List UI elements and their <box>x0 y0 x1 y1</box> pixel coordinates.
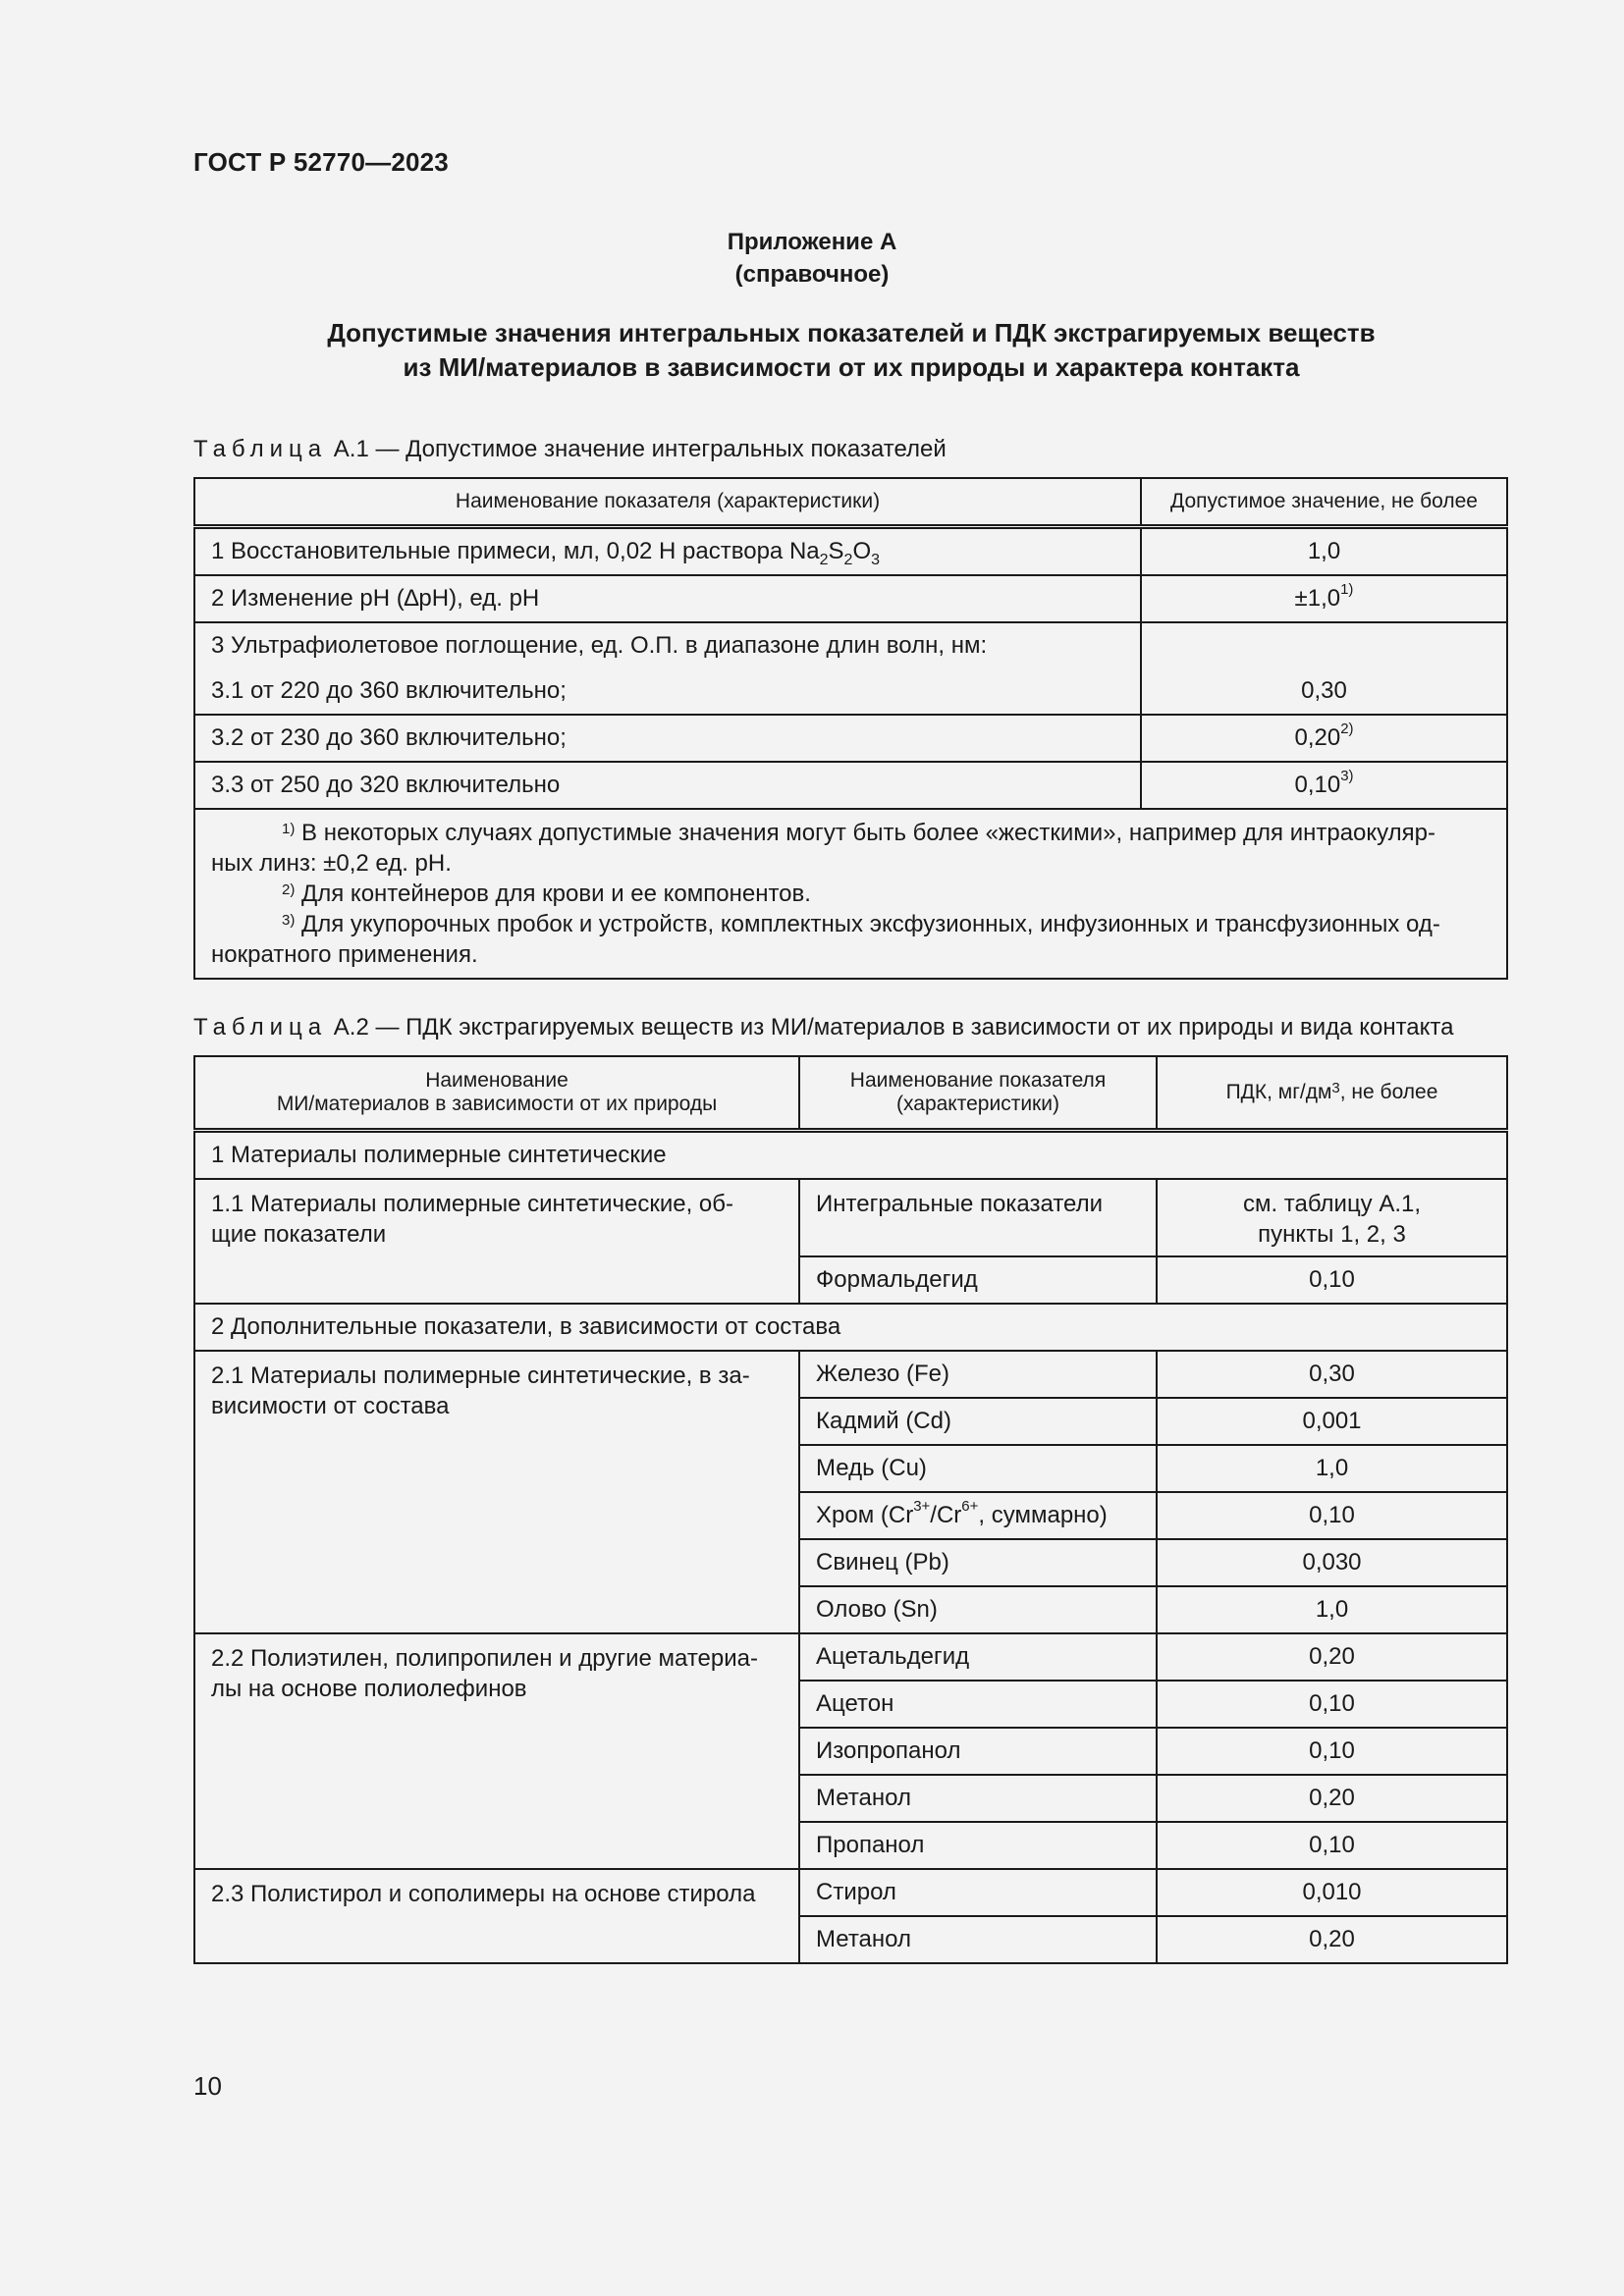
annex-status: (справочное) <box>734 261 890 288</box>
table2-caption-word: Таблица <box>193 1014 328 1041</box>
table2-indicator: Железо (Fe) <box>799 1351 1157 1398</box>
table1-caption-word: Таблица <box>193 436 328 462</box>
table1-row33-value: 0,10$^{3)}$ <box>1141 762 1507 809</box>
table2-value: 0,10 <box>1157 1256 1507 1304</box>
table2-value: 1,0 <box>1157 1586 1507 1633</box>
table1-caption-text: А.1 — Допустимое значение интегральных показателей <box>327 436 947 462</box>
table2-section2: 2 Дополнительные показатели, в зависимости от состава <box>194 1304 1507 1351</box>
table-row <box>194 762 1507 809</box>
table1-row1-label: 1 Восстановительные примеси, мл, 0,02 Н раствора $Na_2S_2O_3$ <box>194 527 1141 576</box>
table2-indicator: Ацетальдегид <box>799 1633 1157 1681</box>
table2-value: 0,30 <box>1157 1351 1507 1398</box>
table2-indicator: Интегральные показатели <box>799 1179 1157 1256</box>
table1-row1-value: 1,0 <box>1141 527 1507 576</box>
table2-header-value: ПДК, $мг/дм^3$, не более <box>1157 1056 1507 1131</box>
table2-value: 0,20 <box>1157 1916 1507 1963</box>
table2-header-material: Наименование МИ/материалов в зависимости от их природы <box>194 1056 799 1131</box>
table-extractable-substances <box>193 1055 1508 1964</box>
table2-value: 0,010 <box>1157 1869 1507 1916</box>
table1-row32-label: 3.2 от 230 до 360 включительно; <box>194 715 1141 762</box>
table1-row31-value: 0,30 <box>1141 668 1507 715</box>
table-row <box>194 1869 1507 1916</box>
table-row <box>194 1304 1507 1351</box>
table1-row31-label: 3.1 от 220 до 360 включительно; <box>194 668 1141 715</box>
table2-value: см. таблицу А.1, пункты 1, 2, 3 <box>1157 1179 1507 1256</box>
table2-indicator: Хром ($Cr^{3+}/Cr^{6+}$, суммарно) <box>799 1492 1157 1539</box>
table-row <box>194 1179 1507 1256</box>
table1-header-name: Наименование показателя (характеристики) <box>194 478 1141 527</box>
table2-group-1-1: 1.1 Материалы полимерные синтетические, об- щие показатели <box>194 1179 799 1304</box>
table1-caption <box>193 436 947 463</box>
table2-indicator: Стирол <box>799 1869 1157 1916</box>
table2-value: 0,030 <box>1157 1539 1507 1586</box>
table2-indicator: Метанол <box>799 1775 1157 1822</box>
table1-row3-label: 3 Ультрафиолетовое поглощение, ед. О.П. в диапазоне длин волн, нм: <box>194 622 1141 668</box>
table2-caption-text: А.2 — ПДК экстрагируемых веществ из МИ/материалов в зависимости от их природы и вида контакта <box>327 1014 1454 1041</box>
document-code: ГОСТ Р 52770—2023 <box>193 147 449 177</box>
table1-row33-label: 3.3 от 250 до 320 включительно <box>194 762 1141 809</box>
table1-row2-value: $\pm 1,0^{1)}$ <box>1141 575 1507 622</box>
table-row <box>194 715 1507 762</box>
page-number: 10 <box>193 2071 222 2101</box>
footnote-2: $^{2)}$ Для контейнеров для крови и ее компонентов. <box>282 881 811 907</box>
table2-group-2-2: 2.2 Полиэтилен, полипропилен и другие материа- лы на основе полиолефинов <box>194 1633 799 1869</box>
annex-heading <box>0 316 1624 385</box>
table2-section1: 1 Материалы полимерные синтетические <box>194 1131 1507 1180</box>
table1-header-row <box>194 478 1507 527</box>
table1-footnotes <box>194 809 1507 979</box>
table2-indicator: Свинец (Pb) <box>799 1539 1157 1586</box>
table2-indicator: Метанол <box>799 1916 1157 1963</box>
table2-value: 0,20 <box>1157 1775 1507 1822</box>
table-row <box>194 1633 1507 1681</box>
table2-header-indicator: Наименование показателя (характеристики) <box>799 1056 1157 1131</box>
table-row <box>194 1131 1507 1180</box>
footnote-1: $^{1)}$ В некоторых случаях допустимые значения могут быть более «жесткими», например для интраокуляр- <box>282 820 1435 846</box>
table-row <box>194 1351 1507 1398</box>
table2-group-2-1: 2.1 Материалы полимерные синтетические, в за- висимости от состава <box>194 1351 799 1633</box>
table2-indicator: Олово (Sn) <box>799 1586 1157 1633</box>
table-row <box>194 668 1507 715</box>
table2-value: 1,0 <box>1157 1445 1507 1492</box>
table2-value: 0,10 <box>1157 1681 1507 1728</box>
annex-title: Приложение А <box>727 229 897 255</box>
table-row <box>194 622 1507 668</box>
table2-value: 0,10 <box>1157 1492 1507 1539</box>
table2-caption <box>193 1014 1453 1041</box>
table2-value: 0,001 <box>1157 1398 1507 1445</box>
table-row <box>194 575 1507 622</box>
table2-indicator: Кадмий (Cd) <box>799 1398 1157 1445</box>
footnote-3: $^{3)}$ Для укупорочных пробок и устройств, комплектных эксфузионных, инфузионных и трансфузионных од- <box>282 911 1440 937</box>
table2-value: 0,10 <box>1157 1822 1507 1869</box>
table2-indicator: Медь (Cu) <box>799 1445 1157 1492</box>
annex-heading-line2: из МИ/материалов в зависимости от их природы и характера контакта <box>403 352 1300 382</box>
table1-footnotes-cell <box>194 809 1507 979</box>
table-integral-indicators <box>193 477 1508 980</box>
table2-value: 0,20 <box>1157 1633 1507 1681</box>
footnote-1-cont: ных линз: ±0,2 ед. pH. <box>211 850 452 877</box>
table1-header-value: Допустимое значение, не более <box>1141 478 1507 527</box>
table2-value: 0,10 <box>1157 1728 1507 1775</box>
table-row <box>194 527 1507 576</box>
table2-indicator: Изопропанол <box>799 1728 1157 1775</box>
table2-indicator: Пропанол <box>799 1822 1157 1869</box>
table1-row32-value: 0,20$^{2)}$ <box>1141 715 1507 762</box>
annex-label <box>0 226 1624 291</box>
footnote-3-cont: нократного применения. <box>211 941 478 968</box>
table1-row2-label: 2 Изменение pH (∆pH), ед. pH <box>194 575 1141 622</box>
table2-indicator: Ацетон <box>799 1681 1157 1728</box>
table2-group-2-3: 2.3 Полистирол и сополимеры на основе стирола <box>194 1869 799 1963</box>
annex-heading-line1: Допустимые значения интегральных показателей и ПДК экстрагируемых веществ <box>327 318 1376 347</box>
table1-row3-value <box>1141 622 1507 668</box>
table2-header-row <box>194 1056 1507 1131</box>
table2-indicator: Формальдегид <box>799 1256 1157 1304</box>
